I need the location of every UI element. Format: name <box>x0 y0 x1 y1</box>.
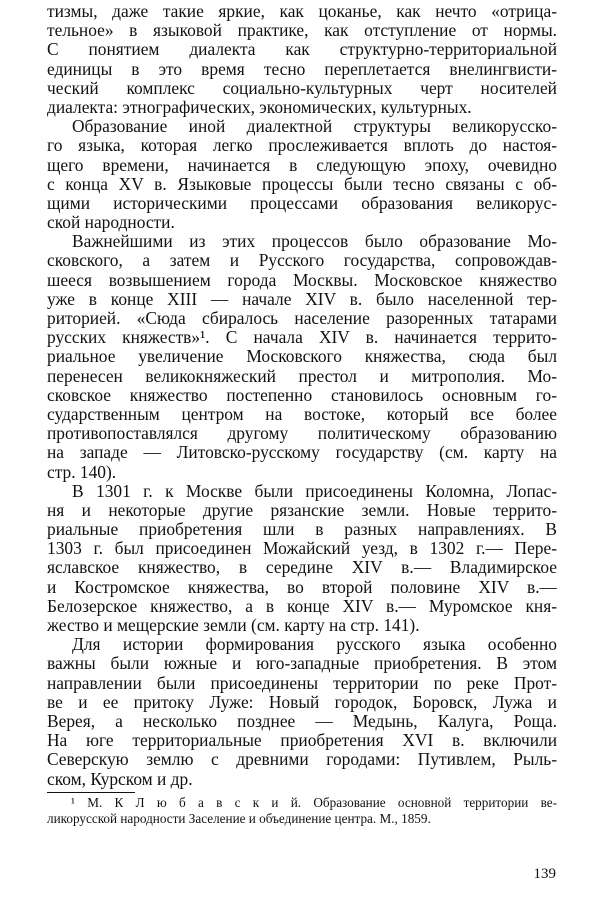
footnote-line: ликорусской народности Заселение и объединение центра. М., 1859. <box>47 810 431 826</box>
main-text <box>47 2 557 789</box>
text-line: единицы в это время тесно переплетается внелингвисти- <box>47 59 557 79</box>
text-line: сковского, а затем и Русского государства, сопровождав- <box>47 251 557 271</box>
text-line: Образование иной диалектной структуры великорусско- <box>72 117 557 137</box>
text-line: и Костромское княжества, во второй половине XIV в.— <box>47 577 557 597</box>
text-line: ской народности. <box>47 213 175 233</box>
text-line: с конца XV в. Языковые процессы были тесно связаны с об- <box>47 174 557 194</box>
text-line: Северскую землю с древними городами: Путивлем, Рыль- <box>47 750 557 770</box>
text-line: русских княжеств»¹. С начала XIV в. начинается террито- <box>47 328 557 348</box>
text-line: ня и некоторые другие рязанские земли. Новые террито- <box>47 500 557 520</box>
text-line: ском, Курском и др. <box>47 769 193 789</box>
text-line: важны были южные и юго-западные приобретения. В этом <box>47 654 557 674</box>
paragraph <box>47 2 557 117</box>
text-line: тизмы, даже такие яркие, как цоканье, как нечто «отрица- <box>47 2 557 21</box>
text-line: Белозерское княжество, а в конце XIV в.— Муромское кня- <box>47 596 557 616</box>
text-line: яславское княжество, в середине XIV в.— Владимирское <box>47 558 557 578</box>
text-line: жество и мещерские земли (см. карту на стр. 141). <box>47 616 420 635</box>
text-line: риальные приобретения шли в разных направлениях. В <box>47 520 557 540</box>
page-number: 139 <box>533 866 556 882</box>
paragraph <box>47 232 557 481</box>
text-line: ческий комплекс социально-культурных черт носителей <box>47 78 557 98</box>
text-line: риторией. «Сюда сбиралось население разоренных татарами <box>47 309 557 328</box>
footnote <box>47 795 557 827</box>
text-line: го языка, которая легко прослеживается вплоть до настоя- <box>47 136 557 156</box>
text-line: Для истории формирования русского языка особенно <box>72 635 557 655</box>
text-line: Важнейшими из этих процессов было образование Мо- <box>72 232 557 252</box>
text-line: сковское княжество постепенно становилось основным го- <box>47 385 557 405</box>
text-line: перенесен великокняжеский престол и митрополия. Мо- <box>47 366 557 386</box>
paragraph <box>47 635 557 789</box>
text-line: шееся возвышением города Москвы. Московское княжество <box>47 270 557 290</box>
text-line: щего времени, начинается в следующую эпоху, очевидно <box>47 155 557 175</box>
paragraph <box>47 117 557 232</box>
page-body <box>47 2 557 827</box>
text-line: на западе — Литовско-русскому государству (см. карту на <box>47 443 557 463</box>
text-line: В 1301 г. к Москве были присоединены Коломна, Лопас- <box>72 481 557 501</box>
text-line: уже в конце XIII — начале XIV в. было населенной тер- <box>47 289 557 309</box>
text-line: 1303 г. был присоединен Можайский уезд, в 1302 г.— Пере- <box>47 539 557 559</box>
text-line: тельное» в языковой практике, как отступление от нормы. <box>47 21 557 41</box>
text-line: На юге территориальные приобретения XVI в. включили <box>47 731 557 751</box>
text-line: диалекта: этнографических, экономических, культурных. <box>47 97 472 117</box>
text-line: направлении были присоединены территории по реке Прот- <box>47 673 557 693</box>
footnote-line: ¹ М. К Л ю б а в с к и й. Образование основной территории ве- <box>71 794 557 810</box>
text-line: противопоставлялся другому политическому образованию <box>47 424 557 444</box>
text-line: риальное увеличение Московского княжества, сюда был <box>47 347 557 367</box>
text-line: щими историческими процессами образования великорус- <box>47 193 557 213</box>
footnote-divider <box>47 792 135 793</box>
text-line: стр. 140). <box>47 462 117 482</box>
text-line: ве и ее притоку Луже: Новый городок, Боровск, Лужа и <box>47 692 557 712</box>
text-line: С понятием диалекта как структурно-территориальной <box>47 40 557 60</box>
text-line: сударственным центром на востоке, который все более <box>47 404 557 424</box>
text-line: Верея, а несколько позднее — Медынь, Калуга, Роща. <box>47 711 557 731</box>
paragraph <box>47 482 557 636</box>
